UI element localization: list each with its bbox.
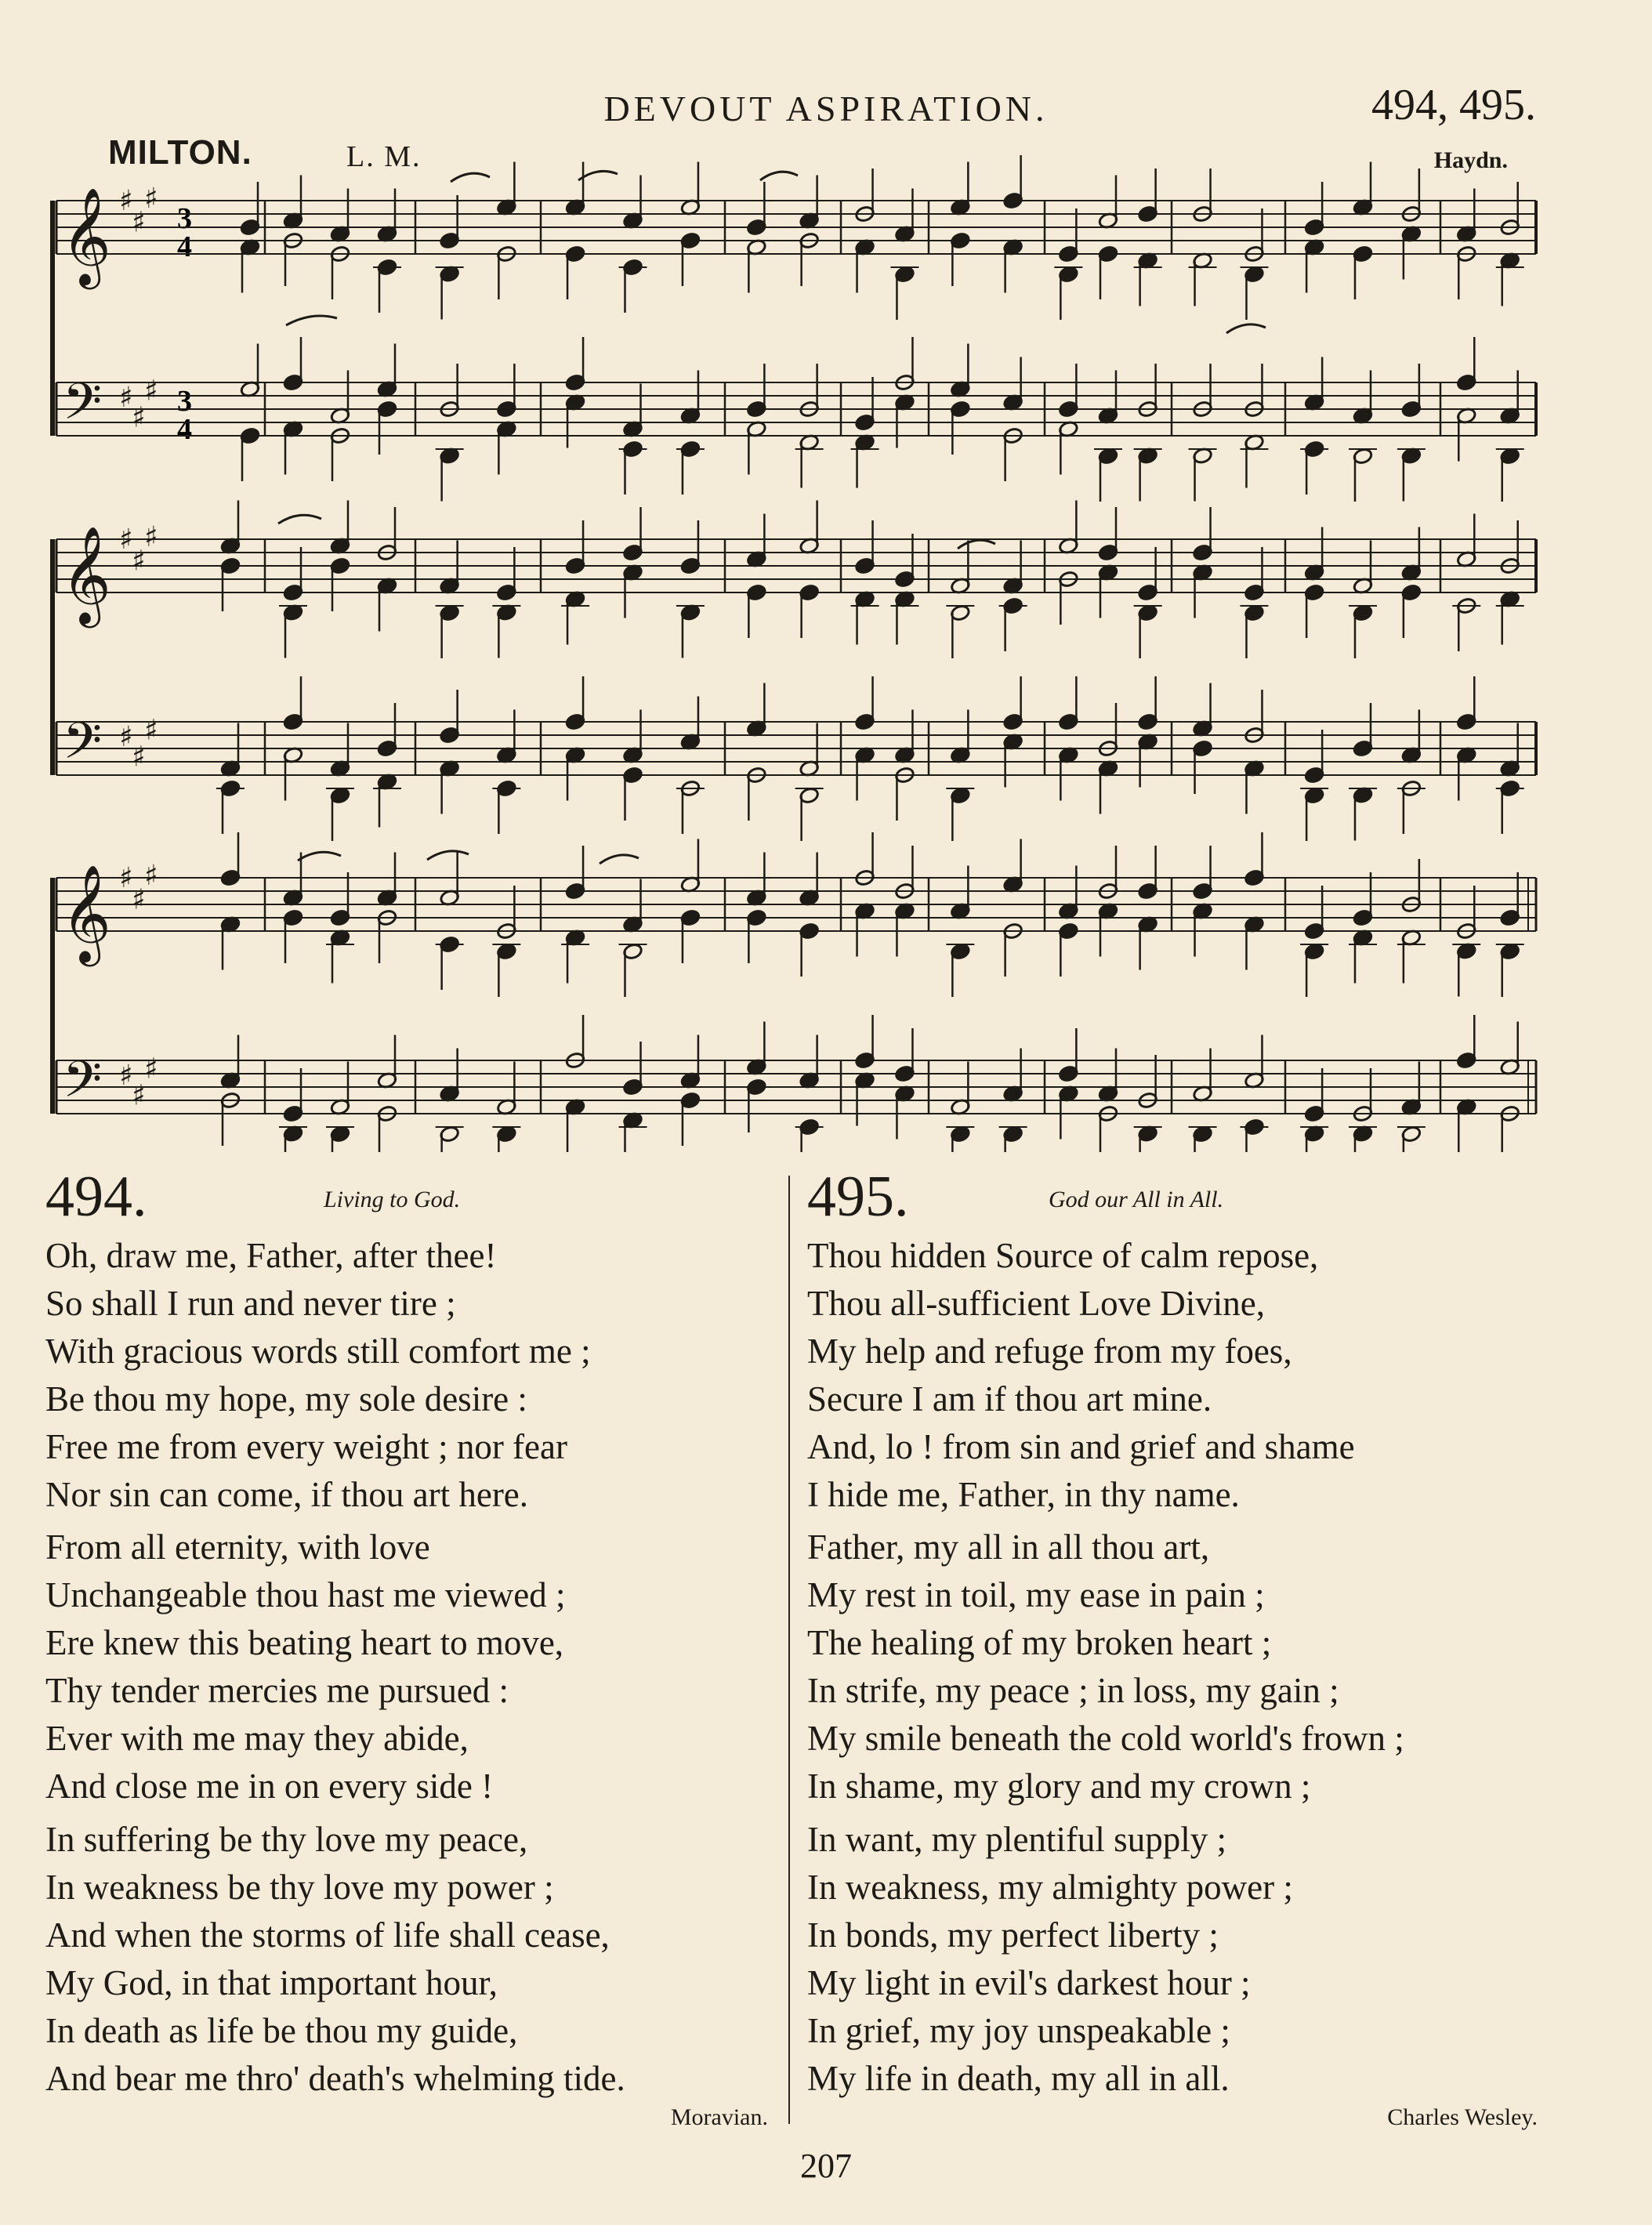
- treble-clef-icon: 𝄞: [61, 526, 111, 624]
- verse-line: Nor sin can come, if thou art here.: [45, 1475, 529, 1514]
- verse-line: Thou hidden Source of calm repose,: [807, 1236, 1319, 1275]
- verse-line: And bear me thro' death's whelming tide.: [45, 2059, 625, 2098]
- time-signature-bass-bottom: 4: [177, 413, 192, 446]
- verse-line: My help and refuge from my foes,: [807, 1332, 1292, 1371]
- tune-meter: L. M.: [346, 140, 422, 173]
- sharp-icon: ♯: [144, 182, 158, 215]
- system-bracket: [50, 539, 55, 775]
- verse-line: Free me from every weight ; nor fear: [45, 1427, 567, 1466]
- hymn-subtitle: God our All in All.: [1049, 1187, 1224, 1212]
- system-bracket: [50, 201, 55, 436]
- sharp-icon: ♯: [119, 524, 133, 556]
- verse-line: Ere knew this beating heart to move,: [45, 1623, 564, 1662]
- verse-line: My God, in that important hour,: [45, 1963, 498, 2002]
- sharp-icon: ♯: [119, 185, 133, 217]
- page-title: DEVOUT ASPIRATION.: [603, 89, 1049, 129]
- sharp-icon: ♯: [119, 382, 133, 414]
- verse-line: In strife, my peace ; in loss, my gain ;: [807, 1671, 1339, 1710]
- slur-line: [286, 316, 337, 325]
- time-signature-treble-bottom: 4: [177, 230, 192, 263]
- verse-line: In suffering be thy love my peace,: [45, 1820, 528, 1859]
- verse-line: My life in death, my all in all.: [807, 2059, 1230, 2098]
- hymn-number: 495.: [807, 1165, 909, 1229]
- verse-line: Father, my all in all thou art,: [807, 1527, 1210, 1567]
- verse-line: In bonds, my perfect liberty ;: [807, 1915, 1219, 1955]
- verse-line: In shame, my glory and my crown ;: [807, 1767, 1311, 1806]
- verse-line: And close me in on every side !: [45, 1767, 494, 1806]
- time-signature-treble-top: 3: [177, 202, 192, 235]
- slur-line: [760, 172, 798, 180]
- verse-line: And when the storms of life shall cease,: [45, 1915, 610, 1955]
- slur-line: [578, 171, 618, 180]
- verse-line: Be thou my hope, my sole desire :: [45, 1379, 527, 1419]
- slur-line: [298, 852, 341, 861]
- verse-line: Unchangeable thou hast me viewed ;: [45, 1575, 566, 1614]
- slur-line: [278, 515, 321, 524]
- verse-line: Thy tender mercies me pursued :: [45, 1671, 509, 1710]
- bass-clef-icon: 𝄢: [63, 373, 103, 444]
- system-bracket: [50, 878, 55, 1114]
- verse-line: My light in evil's darkest hour ;: [807, 1963, 1251, 2002]
- slur-line: [600, 855, 639, 864]
- sharp-icon: ♯: [132, 545, 146, 578]
- slur-line: [427, 851, 469, 860]
- slur-line: [451, 173, 490, 182]
- slur-line: [1226, 324, 1266, 333]
- hymn-numbers-header: 494, 495.: [1371, 81, 1536, 129]
- verse-line: Oh, draw me, Father, after thee!: [45, 1236, 497, 1275]
- verse-line: In death as life be thou my guide,: [45, 2011, 518, 2050]
- sharp-icon: ♯: [144, 375, 158, 408]
- sharp-icon: ♯: [132, 741, 146, 774]
- sharp-icon: ♯: [144, 714, 158, 747]
- bass-clef-icon: 𝄢: [63, 1051, 103, 1122]
- author-attribution: Moravian.: [670, 2104, 768, 2130]
- verse-line: In weakness be thy love my power ;: [45, 1868, 554, 1907]
- sharp-icon: ♯: [119, 721, 133, 753]
- composer-name: Haydn.: [1433, 147, 1508, 173]
- verse-line: I hide me, Father, in thy name.: [807, 1475, 1240, 1514]
- verse-line: Secure I am if thou art mine.: [807, 1379, 1212, 1419]
- sharp-icon: ♯: [144, 1053, 158, 1085]
- sharp-icon: ♯: [132, 883, 146, 916]
- verse-line: Ever with me may they abide,: [45, 1719, 469, 1758]
- verse-line: My smile beneath the cold world's frown ;: [807, 1719, 1404, 1758]
- verse-line: So shall I run and never tire ;: [45, 1284, 456, 1323]
- tune-name: MILTON.: [108, 133, 252, 172]
- verse-line: In want, my plentiful supply ;: [807, 1820, 1226, 1859]
- verse-line: From all eternity, with love: [45, 1527, 430, 1567]
- bass-clef-icon: 𝄢: [63, 712, 103, 783]
- column-divider: [788, 1176, 790, 2124]
- verse-line: And, lo ! from sin and grief and shame: [807, 1427, 1355, 1466]
- treble-clef-icon: 𝄞: [61, 864, 111, 962]
- verse-line: My rest in toil, my ease in pain ;: [807, 1575, 1265, 1614]
- sharp-icon: ♯: [119, 862, 133, 894]
- verse-line: Thou all-sufficient Love Divine,: [807, 1284, 1266, 1323]
- verse-line: With gracious words still comfort me ;: [45, 1332, 591, 1371]
- slur-line: [958, 540, 995, 549]
- author-attribution: Charles Wesley.: [1387, 2104, 1538, 2130]
- verse-line: In weakness, my almighty power ;: [807, 1868, 1293, 1907]
- hymn-subtitle: Living to God.: [324, 1187, 461, 1212]
- hymn-number: 494.: [45, 1165, 147, 1229]
- sharp-icon: ♯: [119, 1060, 133, 1092]
- sharp-icon: ♯: [144, 520, 158, 553]
- verse-line: The healing of my broken heart ;: [807, 1623, 1272, 1662]
- sharp-icon: ♯: [132, 401, 146, 434]
- sharp-icon: ♯: [132, 206, 146, 239]
- verse-line: In grief, my joy unspeakable ;: [807, 2011, 1230, 2050]
- sharp-icon: ♯: [132, 1079, 146, 1112]
- time-signature-bass-top: 3: [177, 385, 192, 418]
- page-number: 207: [800, 2147, 852, 2185]
- treble-clef-icon: 𝄞: [61, 187, 111, 285]
- sharp-icon: ♯: [144, 859, 158, 892]
